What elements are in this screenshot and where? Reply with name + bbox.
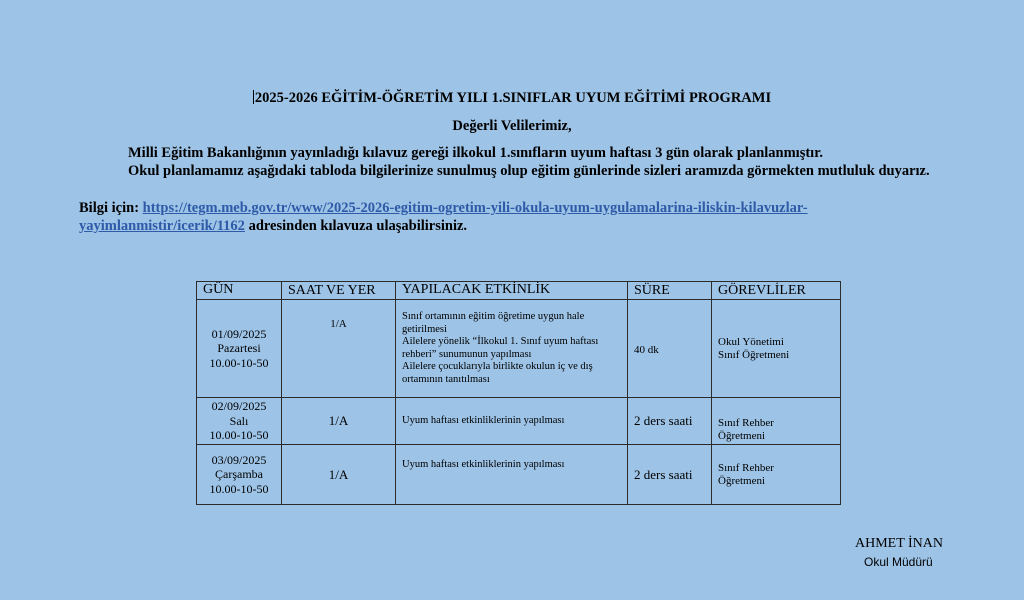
header-activity: YAPILACAK ETKİNLİK: [396, 282, 628, 300]
info-paragraph: [79, 199, 939, 235]
day-cell: [197, 300, 282, 398]
row-weekday: Pazartesi: [217, 341, 261, 356]
staff-cell: [712, 398, 841, 445]
activity-item: Sınıf ortamının eğitim öğretime uygun hale getirilmesi: [402, 311, 585, 335]
place-cell: [282, 445, 396, 505]
row-time: 10.00-10-50: [209, 428, 269, 443]
header-duration: SÜRE: [628, 282, 712, 300]
text-cursor: [253, 90, 254, 104]
greeting: Değerli Velilerimiz,: [452, 118, 572, 134]
staff-item: Öğretmeni: [718, 430, 766, 442]
staff-item: Okul Yönetimi: [718, 335, 784, 348]
duration-cell: [628, 445, 712, 505]
row-time: 10.00-10-50: [209, 355, 269, 370]
row-place: 1/A: [328, 413, 349, 428]
staff-item: Öğretmeni: [718, 474, 766, 487]
row-duration: 40 dk: [634, 343, 659, 356]
duration-cell: [628, 398, 712, 445]
activity-item: Ailelere yönelik “İlkokul 1. Sınıf uyum haftası rehberi” sunumunun yapılması: [402, 336, 599, 360]
staff-cell: [712, 300, 841, 398]
activity-item: Uyum haftası etkinliklerinin yapılması: [402, 414, 565, 426]
table-row: [197, 398, 841, 445]
activity-cell: [396, 445, 628, 505]
table-row: [197, 445, 841, 505]
staff-item: Sınıf Rehber: [718, 417, 774, 429]
document-title: [0, 90, 1024, 107]
guide-link[interactable]: https://tegm.meb.gov.tr/www/2025-2026-egitim-ogretim-yili-okula-uyum-uygulamalarina-iliskin-kilavuzlar-yayimlanmistir/icerik/1162: [79, 200, 808, 234]
activity-cell: [396, 300, 628, 398]
info-prefix: Bilgi için:: [79, 200, 140, 216]
place-cell: [282, 398, 396, 445]
staff-cell: [712, 445, 841, 505]
day-cell: [197, 398, 282, 445]
day-cell: [197, 445, 282, 505]
activity-cell: [396, 398, 628, 445]
row-weekday: Çarşamba: [215, 467, 263, 482]
row-duration: 2 ders saati: [634, 413, 693, 428]
row-time: 10.00-10-50: [209, 481, 269, 496]
title-text: 2025-2026 EĞİTİM-ÖĞRETİM YILI 1.SINIFLAR UYUM EĞİTİMİ PROGRAMI: [254, 90, 772, 106]
principal-title: Okul Müdürü: [864, 555, 933, 569]
row-weekday: Salı: [229, 413, 249, 428]
paragraph-2: Okul planlamamız aşağıdaki tabloda bilgilerinize sunulmuş olup eğitim günlerinde sizleri aramızda görmekten mutluluk duyarız.: [128, 163, 930, 179]
paragraph-1: Milli Eğitim Bakanlığının yayınladığı kılavuz gereği ilkokul 1.sınıfların uyum haftası 3 gün olarak planlanmıştır.: [128, 145, 823, 161]
row-place: 1/A: [330, 318, 347, 330]
staff-item: Sınıf Rehber: [718, 461, 774, 474]
header-time-place: SAAT VE YER: [282, 282, 396, 300]
row-date: 02/09/2025: [211, 399, 267, 414]
activity-item: Uyum haftası etkinliklerinin yapılması: [402, 459, 565, 470]
row-date: 01/09/2025: [211, 326, 267, 341]
header-day: GÜN: [197, 282, 282, 300]
staff-item: Sınıf Öğretmeni: [718, 348, 790, 361]
place-cell: [282, 300, 396, 398]
principal-name: AHMET İNAN: [855, 536, 944, 551]
row-date: 03/09/2025: [211, 452, 267, 467]
info-suffix: adresinden kılavuza ulaşabilirsiniz.: [244, 218, 468, 234]
activity-item: Ailelere çocuklarıyla birlikte okulun iç ve dış ortamının tanıtılması: [402, 361, 593, 385]
duration-cell: [628, 300, 712, 398]
schedule-table: [196, 281, 841, 505]
table-header-row: [197, 282, 841, 300]
header-staff: GÖREVLİLER: [712, 282, 841, 300]
row-duration: 2 ders saati: [634, 466, 693, 482]
table-row: [197, 300, 841, 398]
row-place: 1/A: [328, 466, 349, 482]
